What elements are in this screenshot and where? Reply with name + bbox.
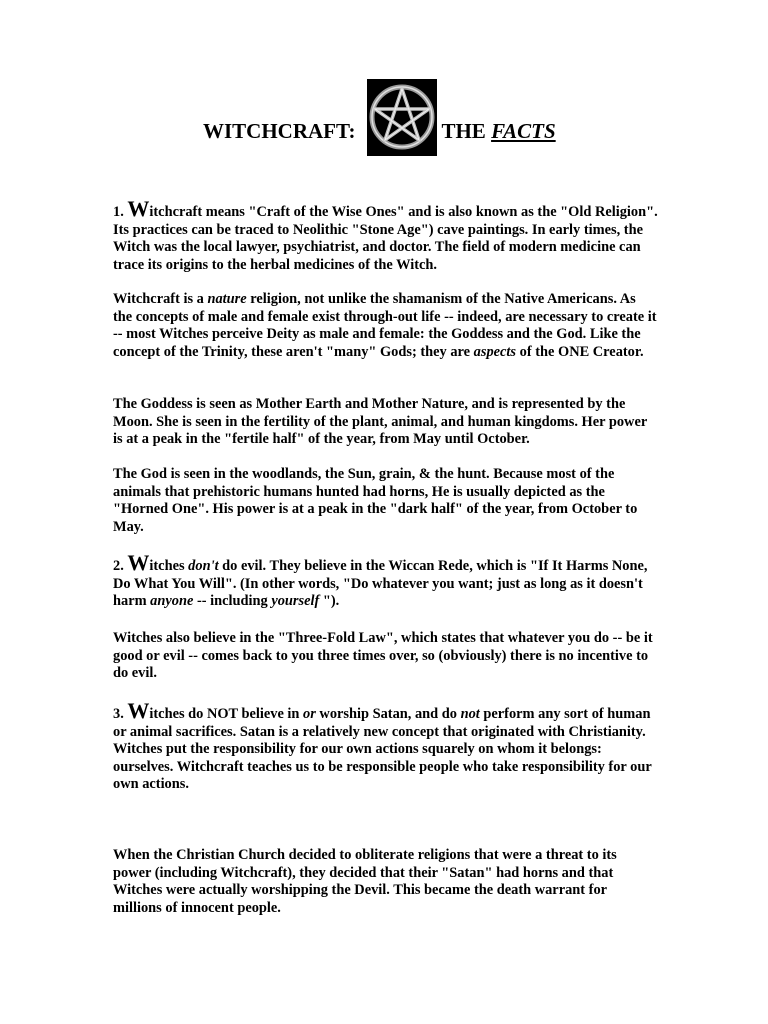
title-facts: FACTS [491,119,556,143]
emphasis-aspects: aspects [473,343,517,360]
emphasis-nature: nature [207,291,247,307]
paragraph-text: Witches also believe in the "Three-Fold Law", which states that whatever you do -- be it good or evil -- comes back to you three times over, so (obviously) there is no incentive to do evil. [113,630,653,681]
paragraph-1 [113,196,658,274]
paragraph-text: Witchcraft is a [113,291,208,307]
emphasis-dont: don't [188,558,219,574]
emphasis-anyone: anyone [150,593,194,609]
paragraph-text: When the Christian Church decided to obliterate religions that were a threat to its power (including Witchcraft), they decided that their "Satan" had horns and that Witches were actually worshipping the Devil. This became the death warrant for millions of innocent people. [113,847,617,916]
emphasis-yourself: yourself [271,593,320,609]
paragraph-text: The God is seen in the woodlands, the Sun, grain, & the hunt. Because most of the animals that prehistoric humans hunted had horns, He is usually depicted as the "Horned One". His power is at a peak in the "dark half" of the year, from October to May. [113,466,638,535]
point-number: 2. [113,558,128,574]
title-right [441,121,555,156]
paragraph-7 [113,698,658,794]
paragraph-text: worship Satan, and do [315,706,461,722]
paragraph-text: of the ONE Creator. [516,343,644,360]
title-the: THE [441,119,492,143]
drop-letter: W [127,550,150,575]
drop-letter: W [127,196,150,221]
paragraph-text: -- including [193,593,272,609]
emphasis-or: or [303,706,316,722]
pentagram-icon [367,79,437,156]
emphasis-not: not [460,706,480,722]
paragraph-text: itchcraft means "Craft of the Wise Ones" and is also known as the "Old Religion". Its practices can be traced to Neolithic "Stone Age") cave paintings. In early times, the Witch was the local lawyer, psychiatrist, and doctor. The field of modern medicine can trace its origins to the herbal medicines of the Witch. [113,204,658,273]
paragraph-text: itches do NOT believe in [149,706,304,722]
paragraph-text: do evil. They believe in the Wiccan Rede, which is "If It Harms None, Do What You Will". (In other words, "Do whatever you want; just as long as it doesn't harm [113,558,648,609]
paragraph-4 [113,466,658,536]
drop-letter: W [127,698,150,723]
paragraph-2 [113,291,658,361]
paragraph-text: "). [319,593,340,609]
document-title [203,66,556,156]
title-left: WITCHCRAFT: [203,119,356,143]
paragraph-5 [113,550,658,611]
point-number: 3. [113,706,128,722]
paragraph-text: perform any sort of human or animal sacrifices. Satan is a relatively new concept that originated with Christianity. Witches put the responsibility for our own actions squarely on whom it belongs: ourselves. Witchcraft teaches us to be responsible people who take responsibility for our own actions. [113,706,652,792]
paragraph-6 [113,630,658,683]
paragraph-text: itches [149,558,189,574]
paragraph-text: religion, not unlike the shamanism of the Native Americans. As the concepts of male and female exist through-out life -- indeed, are necessary to create it -- most Witches perceive Deity as male and female: the Goddess and the God. Like the concept of the Trinity, these aren't "many" Gods; they are [113,291,657,360]
paragraph-3 [113,396,658,449]
paragraph-text: The Goddess is seen as Mother Earth and Mother Nature, and is represented by the Moon. She is seen in the fertility of the plant, animal, and human kingdoms. Her power is at a peak in the "fertile half" of the year, from May until October. [113,396,647,447]
point-number: 1. [113,204,128,220]
paragraph-8 [113,847,658,917]
